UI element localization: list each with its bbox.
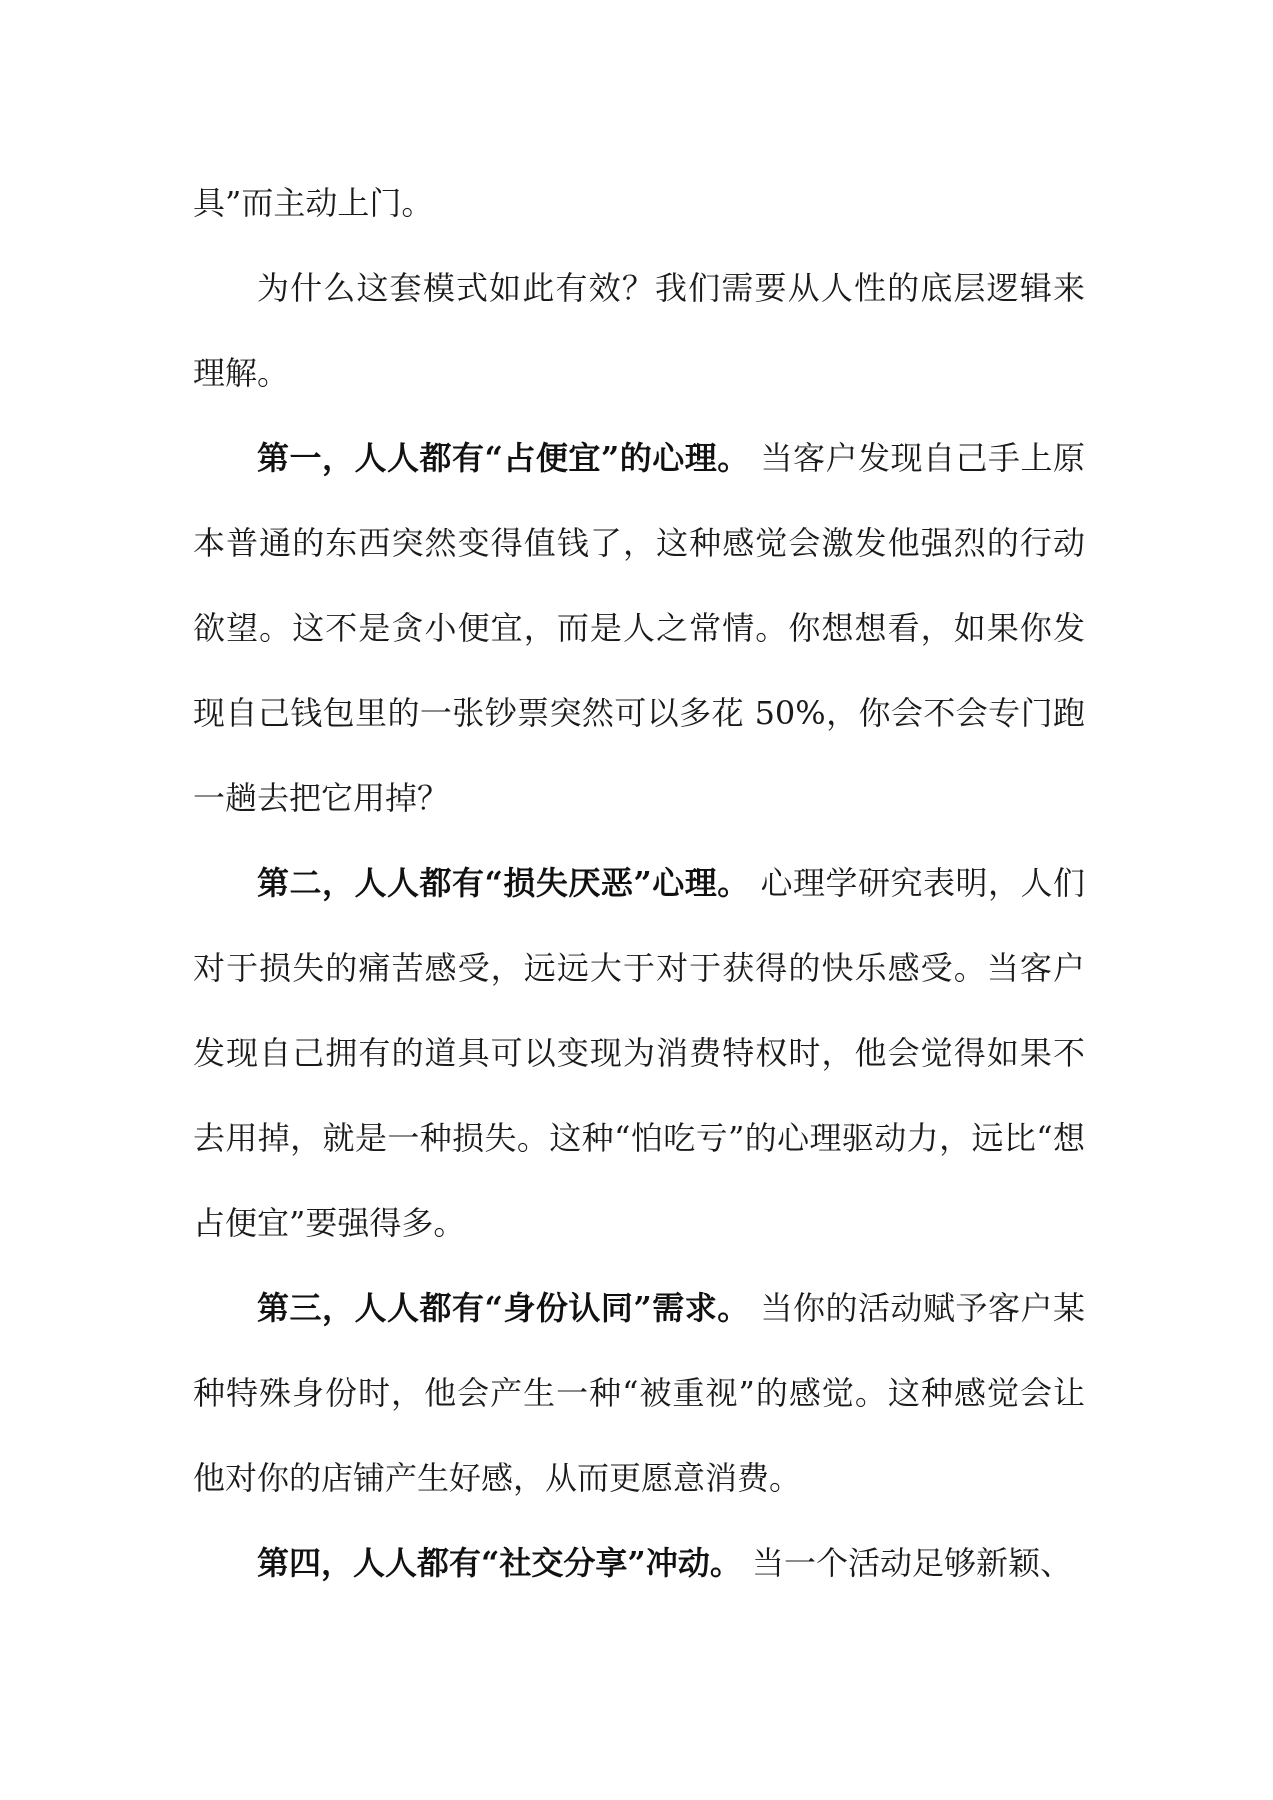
paragraph-text: 当你的活动赋予客户某种特殊身份时，他会产生一种“被重视”的感觉。这种感觉会让他对你的店铺产生好感，从而更愿意消费。 <box>193 1289 1085 1497</box>
point-heading: 第二，人人都有“损失厌恶”心理。 <box>257 864 750 902</box>
point-heading: 第一，人人都有“占便宜”的心理。 <box>257 439 750 477</box>
point-heading: 第三，人人都有“身份认同”需求。 <box>257 1289 750 1327</box>
paragraph-text: 为什么这套模式如此有效？我们需要从人性的底层逻辑来理解。 <box>193 269 1085 392</box>
paragraph-continuation <box>193 161 1085 246</box>
paragraph-point-4 <box>193 1521 1085 1606</box>
paragraph-intro <box>193 246 1085 416</box>
paragraph-text: 当一个活动足够新颖、 <box>741 1544 1073 1582</box>
paragraph-point-1 <box>193 416 1085 841</box>
point-heading: 第四，人人都有“社交分享”冲动。 <box>257 1544 742 1582</box>
paragraph-point-3 <box>193 1266 1085 1521</box>
paragraph-text: 具”而主动上门。 <box>193 184 434 222</box>
paragraph-text: 心理学研究表明，人们对于损失的痛苦感受，远远大于对于获得的快乐感受。当客户发现自己拥有的道具可以变现为消费特权时，他会觉得如果不去用掉，就是一种损失。这种“怕吃亏”的心理驱动力，远比“想占便宜”要强得多。 <box>193 864 1085 1242</box>
document-page <box>193 161 1085 1606</box>
paragraph-point-2 <box>193 841 1085 1266</box>
paragraph-text: 当客户发现自己手上原本普通的东西突然变得值钱了，这种感觉会激发他强烈的行动欲望。这不是贪小便宜，而是人之常情。你想想看，如果你发现自己钱包里的一张钞票突然可以多花 50%，你会不会专门跑一趟去把它用掉？ <box>193 439 1085 817</box>
